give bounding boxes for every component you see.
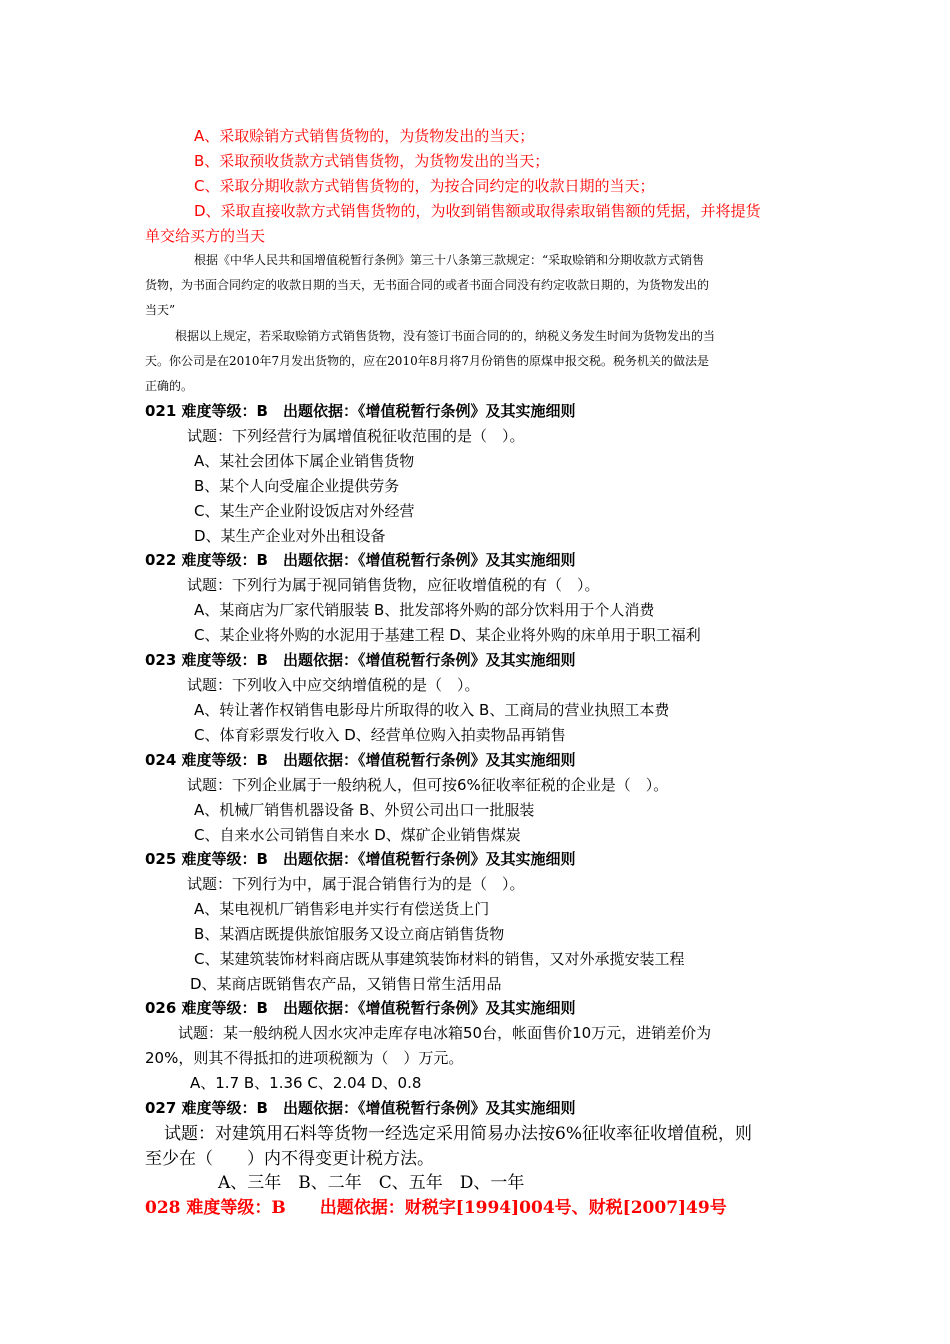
question-022-text: 试题：下列行为属于视同销售货物，应征收增值税的有（ ）。: [187, 576, 600, 594]
question-023-options-ab: A、转让著作权销售电影母片所取得的收入 B、工商局的营业执照工本费: [194, 701, 670, 719]
question-027-text-line-2: 至少在（ ）内不得变更计税方法。: [145, 1149, 434, 1169]
option-d-continued: 单交给买方的当天: [145, 227, 266, 245]
conclusion-paragraph-line-1: 根据以上规定，若采取赊销方式销售货物，没有签订书面合同的的，纳税义务发生时间为货物发出的当: [175, 329, 716, 343]
question-027-options: A、三年 B、二年 C、五年 D、一年: [218, 1173, 525, 1193]
question-021-option-a: A、某社会团体下属企业销售货物: [194, 452, 415, 470]
question-025-option-d: D、某商店既销售农产品，又销售日常生活用品: [190, 975, 502, 993]
conclusion-paragraph-line-2: 天。你公司是在2010年7月发出货物的，应在2010年8月将7月份销售的原煤申报交税。税务机关的做法是: [145, 354, 709, 368]
option-b-advance-payment: B、采取预收货款方式销售货物，为货物发出的当天；: [194, 152, 550, 170]
question-024-options-cd: C、自来水公司销售自来水 D、煤矿企业销售煤炭: [194, 826, 521, 844]
question-021-option-d: D、某生产企业对外出租设备: [194, 527, 386, 545]
regulation-paragraph-line-1: 根据《中华人民共和国增值税暂行条例》第三十八条第三款规定：“采取赊销和分期收款方式销售: [194, 253, 705, 267]
question-028-header: 028 难度等级：B 出题依据：财税字[1994]004号、财税[2007]49号: [145, 1198, 727, 1218]
question-025-option-c: C、某建筑装饰材料商店既从事建筑装饰材料的销售，又对外承揽安装工程: [194, 950, 685, 968]
option-a-credit-sale: A、采取赊销方式销售货物的，为货物发出的当天；: [194, 127, 535, 145]
question-027-text-line-1: 试题：对建筑用石料等货物一经选定采用简易办法按6%征收率征收增值税，则: [164, 1124, 752, 1144]
question-025-option-b: B、某酒店既提供旅馆服务又设立商店销售货物: [194, 925, 505, 943]
question-021-header: 021 难度等级：B 出题依据：《增值税暂行条例》及其实施细则: [145, 402, 576, 420]
question-022-options-ab: A、某商店为厂家代销服装 B、批发部将外购的部分饮料用于个人消费: [194, 601, 655, 619]
question-021-option-b: B、某个人向受雇企业提供劳务: [194, 477, 400, 495]
question-023-text: 试题：下列收入中应交纳增值税的是（ ）。: [187, 676, 480, 694]
question-022-header: 022 难度等级：B 出题依据：《增值税暂行条例》及其实施细则: [145, 551, 576, 569]
question-024-options-ab: A、机械厂销售机器设备 B、外贸公司出口一批服装: [194, 801, 535, 819]
question-022-options-cd: C、某企业将外购的水泥用于基建工程 D、某企业将外购的床单用于职工福利: [194, 626, 701, 644]
regulation-paragraph-line-2: 货物，为书面合同约定的收款日期的当天，无书面合同的或者书面合同没有约定收款日期的，为货物发出的: [145, 278, 710, 292]
question-026-text-line-1: 试题：某一般纳税人因水灾冲走库存电冰箱50台，帐面售价10万元，进销差价为: [178, 1024, 712, 1042]
option-d-direct-collection: D、采取直接收款方式销售货物的，为收到销售额或取得索取销售额的凭据，并将提货: [194, 202, 761, 220]
conclusion-paragraph-line-3: 正确的。: [145, 379, 194, 393]
question-021-option-c: C、某生产企业附设饭店对外经营: [194, 502, 415, 520]
question-025-option-a: A、某电视机厂销售彩电并实行有偿送货上门: [194, 900, 490, 918]
question-026-header: 026 难度等级：B 出题依据：《增值税暂行条例》及其实施细则: [145, 999, 576, 1017]
question-025-text: 试题：下列行为中，属于混合销售行为的是（ ）。: [187, 875, 525, 893]
question-023-options-cd: C、体育彩票发行收入 D、经营单位购入拍卖物品再销售: [194, 726, 566, 744]
question-024-text: 试题：下列企业属于一般纳税人，但可按6%征收率征税的企业是（ ）。: [187, 776, 669, 794]
question-023-header: 023 难度等级：B 出题依据：《增值税暂行条例》及其实施细则: [145, 651, 576, 669]
question-027-header: 027 难度等级：B 出题依据：《增值税暂行条例》及其实施细则: [145, 1099, 576, 1117]
question-024-header: 024 难度等级：B 出题依据：《增值税暂行条例》及其实施细则: [145, 751, 576, 769]
question-026-options: A、1.7 B、1.36 C、2.04 D、0.8: [190, 1074, 422, 1092]
question-021-text: 试题：下列经营行为属增值税征收范围的是（ ）。: [187, 427, 525, 445]
regulation-paragraph-line-3: 当天”: [145, 303, 176, 317]
question-026-text-line-2: 20%，则其不得抵扣的进项税额为（ ）万元。: [145, 1049, 464, 1067]
question-025-header: 025 难度等级：B 出题依据：《增值税暂行条例》及其实施细则: [145, 850, 576, 868]
option-c-installment: C、采取分期收款方式销售货物的，为按合同约定的收款日期的当天；: [194, 177, 655, 195]
